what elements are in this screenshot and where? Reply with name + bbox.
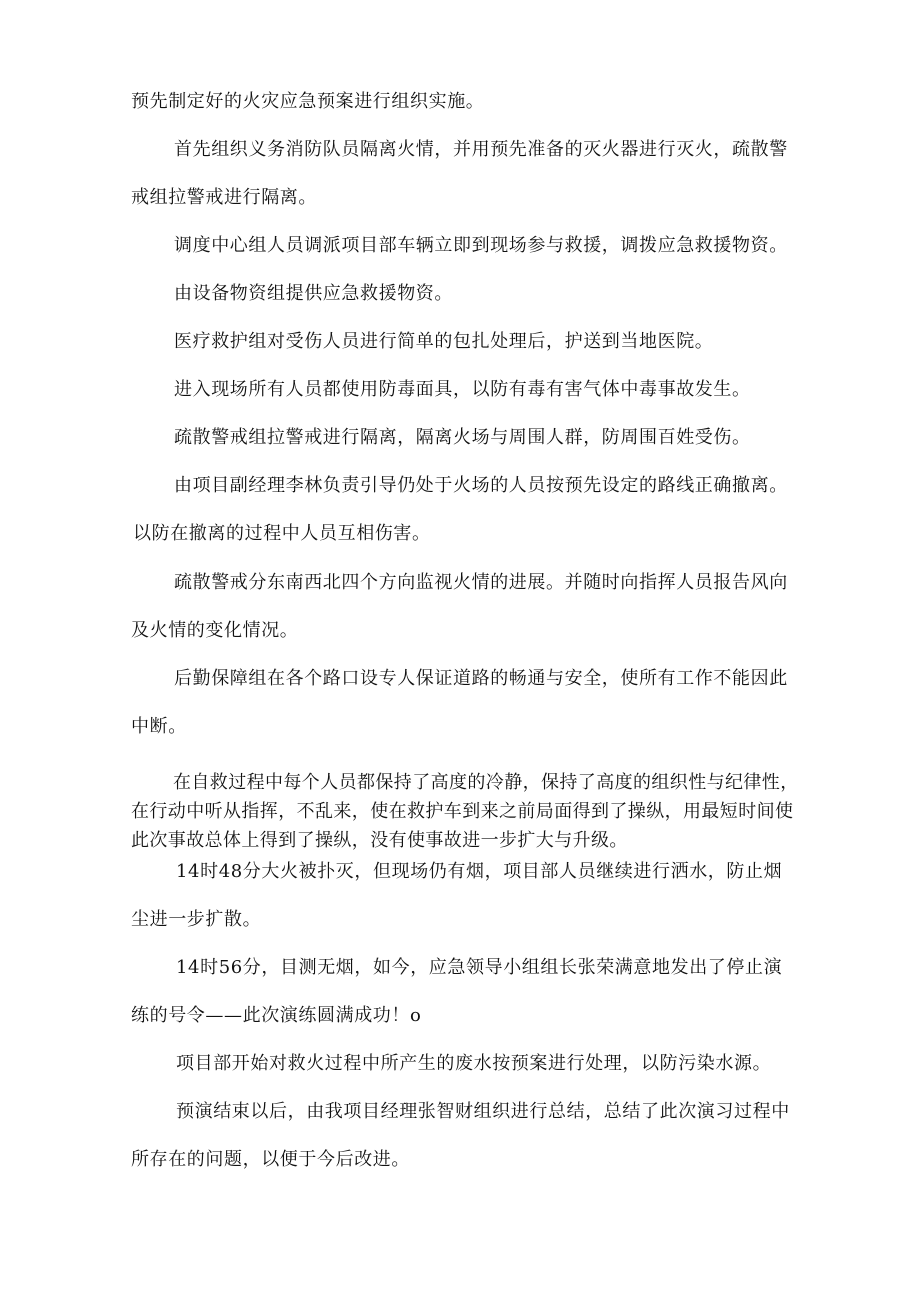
- text-line: 进入现场所有人员都使用防毒面具，以防有毒有害气体中毒事故发生。: [174, 379, 751, 400]
- text-line: 所存在的问题，以便于今后改进。: [131, 1149, 410, 1170]
- text-line: 以防在撤离的过程中人员互相伤害。: [133, 523, 431, 544]
- text-line: 由项目副经理李林负责引导仍处于火场的人员按预先设定的路线正确撤离。: [174, 475, 788, 496]
- text-line: 14时48分大火被扑灭，但现场仍有烟，项目部人员继续进行洒水，防止烟: [176, 861, 783, 882]
- text-line: 在自救过程中每个人员都保持了高度的冷静，保持了高度的组织性与纪律性，: [173, 772, 799, 793]
- text-line: 练的号令——此次演练圆满成功！o: [131, 1005, 422, 1026]
- text-line: 尘进一步扩散。: [131, 909, 262, 930]
- text-line: 医疗救护组对受伤人员进行简单的包扎处理后，护送到当地医院。: [174, 331, 714, 352]
- text-line: 14时56分，目测无烟，如今，应急领导小组组长张荣满意地发出了停止演: [176, 957, 783, 978]
- text-line: 后勤保障组在各个路口设专人保证道路的畅通与安全，使所有工作不能因此: [174, 668, 788, 689]
- text-line: 首先组织义务消防队员隔离火情，并用预先准备的灭火器进行灭火，疏散警: [174, 139, 788, 160]
- text-line: 中断。: [131, 716, 187, 737]
- text-line: 由设备物资组提供应急救援物资。: [174, 283, 453, 304]
- text-line: 调度中心组人员调派项目部车辆立即到现场参与救援，调拨应急救援物资。: [174, 235, 788, 256]
- text-line: 戒组拉警戒进行隔离。: [131, 187, 317, 208]
- dense-paragraph: [131, 768, 811, 855]
- text-line: 预演结束以后，由我项目经理张智财组织进行总结，总结了此次演习过程中: [176, 1101, 790, 1122]
- text-line: 及火情的变化情况。: [131, 620, 299, 641]
- text-line: 疏散警戒分东南西北四个方向监视火情的进展。并随时向指挥人员报告风向: [174, 572, 788, 593]
- text-line: 疏散警戒组拉警戒进行隔离，隔离火场与周围人群，防周围百姓受伤。: [174, 427, 751, 448]
- text-line: 项目部开始对救火过程中所产生的废水按预案进行处理，以防污染水源。: [176, 1053, 772, 1074]
- text-line: 此次事故总体上得到了操纵，没有使事故进一步扩大与升级。: [131, 830, 628, 851]
- text-line: 预先制定好的火灾应急预案进行组织实施。: [131, 91, 485, 112]
- text-line: 在行动中听从指挥，不乱来，使在救护车到来之前局面得到了操纵，用最短时间使: [131, 801, 794, 822]
